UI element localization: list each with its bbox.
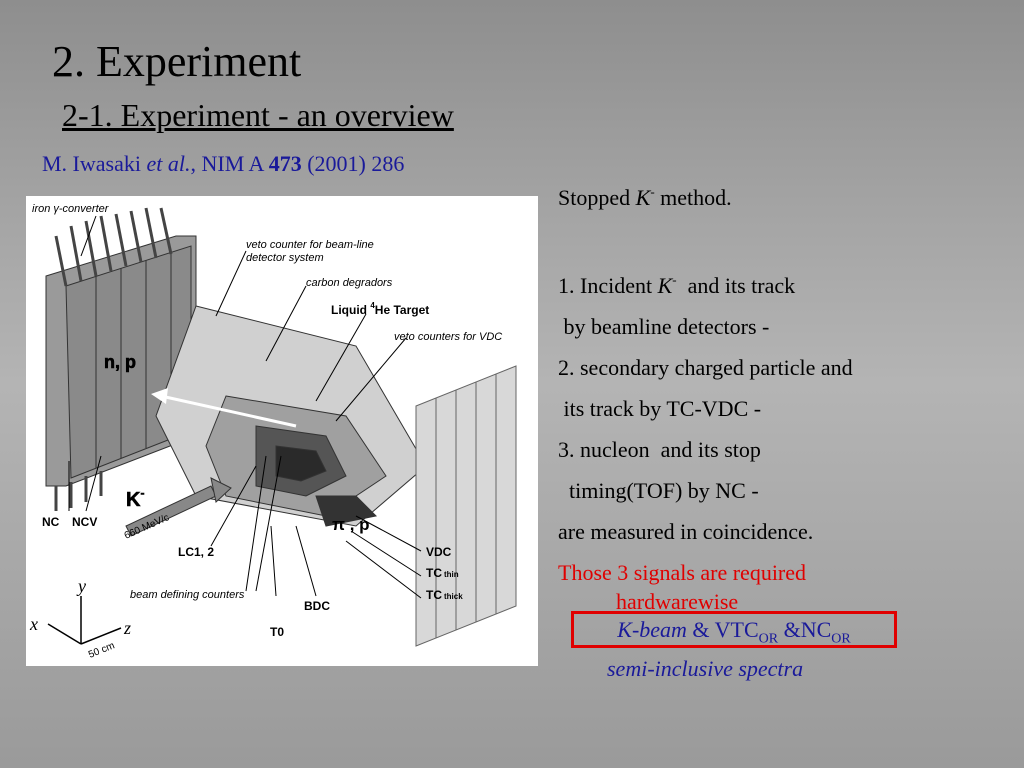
item1-cont: by beamline detectors - — [558, 314, 770, 339]
label-nc: NC — [42, 515, 60, 529]
label-target-a: Liquid — [331, 303, 371, 317]
required-line: Those 3 signals are required — [558, 560, 807, 585]
method-k: K — [635, 185, 651, 210]
coincidence-line: are measured in coincidence. — [558, 519, 814, 544]
label-kminus-sup: - — [140, 486, 145, 500]
label-target — [331, 301, 429, 317]
axis-y: y — [78, 576, 86, 596]
label-np: n, p — [104, 352, 136, 372]
citation — [42, 151, 404, 177]
method-text-b: method. — [654, 185, 732, 210]
label-vdc: VDC — [426, 545, 452, 559]
label-scale: 50 cm — [87, 640, 117, 661]
label-veto-beam-1: veto counter for beam-line — [246, 239, 374, 251]
required-cont: hardwarewise — [616, 589, 739, 614]
label-carbon: carbon degradors — [306, 277, 393, 289]
box-nc: &NC — [778, 617, 832, 642]
method-sup: - — [650, 184, 655, 199]
item2-cont: its track by TC-VDC - — [558, 396, 762, 421]
box-kbeam: K-beam — [617, 617, 687, 642]
label-veto-vdc: veto counters for VDC — [394, 331, 503, 343]
label-tc-thin-a: TC — [426, 566, 442, 580]
label-energy: 660 MeV/c — [122, 512, 171, 542]
axis-x: x — [30, 614, 38, 634]
trigger-condition-box — [571, 611, 897, 648]
axes-indicator — [48, 596, 121, 644]
label-bdc: BDC — [304, 599, 330, 613]
axis-z: z — [124, 618, 132, 638]
label-beam-def: beam defining counters — [130, 589, 245, 601]
label-veto-beam-2: detector system — [246, 252, 324, 264]
item2-line: 2. secondary charged particle and — [558, 355, 853, 380]
citation-rest: (2001) 286 — [301, 151, 405, 176]
slide-subtitle: 2-1. Experiment - an overview — [62, 97, 454, 133]
vdc-panel — [416, 366, 516, 646]
box-vtc: & VTC — [686, 617, 759, 642]
method-description — [558, 171, 1018, 622]
method-text-a: Stopped — [558, 185, 636, 210]
slide-title: 2. Experiment — [52, 37, 302, 86]
label-tc-thick-b: thick — [444, 592, 463, 601]
label-converter: iron γ-converter — [32, 203, 109, 215]
citation-journal: , NIM A — [190, 151, 269, 176]
item1-sup: - — [672, 272, 677, 287]
item3-cont: timing(TOF) by NC - — [558, 478, 759, 503]
item1-line — [558, 259, 1018, 306]
label-target-sup: 4 — [370, 301, 375, 310]
label-tc-thick-a: TC — [426, 588, 442, 602]
label-kminus-k: K — [126, 489, 141, 511]
label-ncv: NCV — [72, 515, 98, 529]
box-or2: OR — [831, 631, 851, 647]
detector-figure — [26, 196, 538, 666]
label-t0: T0 — [270, 625, 285, 639]
item1-k: K — [657, 273, 673, 298]
detector-diagram — [26, 196, 538, 666]
semi-inclusive-label: semi-inclusive spectra — [607, 656, 804, 681]
label-lc: LC1, 2 — [178, 545, 215, 559]
label-kminus — [126, 486, 144, 511]
citation-volume: 473 — [268, 151, 302, 176]
box-or1: OR — [758, 631, 779, 647]
spacer — [558, 218, 1018, 259]
citation-etal: et al. — [146, 151, 191, 176]
label-target-b: He Target — [374, 303, 430, 317]
method-line — [558, 171, 1018, 218]
label-tc-thin-b: thin — [444, 570, 459, 579]
item1-text-a: 1. Incident — [558, 273, 658, 298]
item3-line: 3. nucleon and its stop — [558, 437, 761, 462]
label-pip: π , p — [332, 515, 370, 534]
item1-text-b: and its track — [676, 273, 796, 298]
citation-authors: M. Iwasaki — [42, 151, 147, 176]
